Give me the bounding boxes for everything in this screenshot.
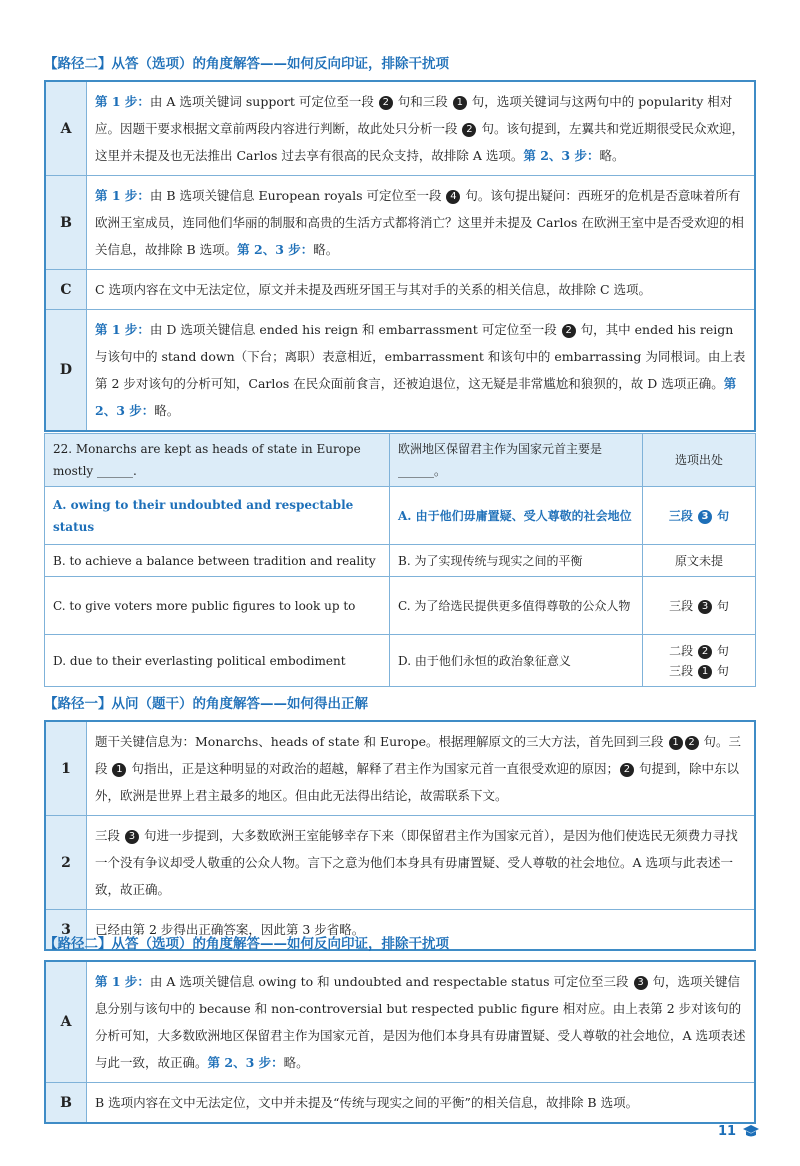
sentence-number-badge: 1 <box>669 736 683 750</box>
row-label: 1 <box>46 722 87 815</box>
row-label: A <box>46 82 87 175</box>
row-content <box>87 270 754 309</box>
step-label: 第 2、3 步： <box>207 1055 284 1070</box>
option-c-en: C. to give voters more public figures to look up to <box>45 577 390 635</box>
text-run: 题干关键信息为：Monarchs、heads of state 和 Europe。根据理解原文的三大方法，首先回到三段 <box>95 734 668 749</box>
section-heading-path2 <box>44 52 449 72</box>
text-run: 句。三段 <box>95 734 741 776</box>
sentence-number-badge: 2 <box>462 123 476 137</box>
heading-tag: 【路径二】 <box>44 56 112 72</box>
table-row <box>45 487 756 545</box>
text-run: C 选项内容在文中无法定位，原文并未提及西班牙国王与其对手的关系的相关信息，故排除 C 选项。 <box>95 282 652 297</box>
row-label: 2 <box>46 816 87 909</box>
row-content <box>87 82 754 175</box>
text-run: 由 A 选项关键词 support 可定位至一段 <box>149 94 378 109</box>
text-run: 句，选项关键信息分别与该句中的 because 和 non-controversial but respected public figure 相对应。由上表第 2 步对该句的分析可知，大多数欧洲地区保留君主作为国家元首，是因为他们本身具有毋庸置疑、受人尊敬的社会地位，A 选项表述与此一致，故正确。 <box>95 974 746 1070</box>
row-content <box>87 1083 754 1122</box>
step-label: 第 2、3 步： <box>523 148 600 163</box>
text-run: 略。 <box>154 403 180 418</box>
row-content <box>87 176 754 269</box>
table-row <box>45 635 756 687</box>
sentence-number-badge: 1 <box>453 96 467 110</box>
analysis-row-b <box>46 1083 754 1122</box>
step-analysis-box <box>44 720 756 951</box>
row-content <box>87 310 754 430</box>
source-header: 选项出处 <box>643 434 756 487</box>
option-b-en: B. to achieve a balance between tradition and reality <box>45 545 390 577</box>
step-label: 第 1 步： <box>95 188 150 203</box>
option-b-cn: B. 为了实现传统与现实之间的平衡 <box>390 545 643 577</box>
text-run: 由 A 选项关键信息 owing to 和 undoubted and respectable status 可定位至三段 <box>149 974 633 989</box>
heading-tag: 【路径二】 <box>44 936 112 952</box>
analysis-row-a <box>46 962 754 1083</box>
heading-text: 从问（题干）的角度解答——如何得出正解 <box>111 696 368 712</box>
analysis-row-d <box>46 310 754 430</box>
option-a-source: 三段 3 句 <box>643 487 756 545</box>
option-a-en: A. owing to their undoubted and respectable status <box>45 487 390 545</box>
analysis-row-b <box>46 176 754 270</box>
sentence-number-badge: 2 <box>685 736 699 750</box>
text-run: 已经由第 2 步得出正确答案，因此第 3 步省略。 <box>95 922 365 937</box>
option-d-en: D. due to their everlasting political embodiment <box>45 635 390 687</box>
option-d-source: 二段 2 句 三段 1 句 <box>643 635 756 687</box>
option-analysis-box-2 <box>44 960 756 1124</box>
heading-tag: 【路径一】 <box>44 696 112 712</box>
text-run: 句指出，正是这种明显的对政治的超越，解释了君主作为国家元首一直很受欢迎的原因； <box>127 761 619 776</box>
text-run: B 选项内容在文中无法定位，文中并未提及“传统与现实之间的平衡”的相关信息，故排除 B 选项。 <box>95 1095 639 1110</box>
text-run: 句。该句提到，左翼共和党近期很受民众欢迎，这里并未提及也无法推出 Carlos 过去享有很高的民众支持，故排除 A 选项。 <box>95 121 744 163</box>
row-content <box>87 962 754 1082</box>
option-b-source: 原文未提 <box>643 545 756 577</box>
step-label: 第 1 步： <box>95 94 150 109</box>
page-number: 11 <box>718 1124 737 1139</box>
sentence-number-badge: 3 <box>634 976 648 990</box>
row-label: A <box>46 962 87 1082</box>
text-run: 由 B 选项关键信息 European royals 可定位至一段 <box>149 188 446 203</box>
question-en: 22. Monarchs are kept as heads of state in Europe mostly ______. <box>45 434 390 487</box>
text-run: 句，选项关键词与这两句中的 popularity 相对应。因题干要求根据文章前两段内容进行判断，故此处只分析一段 <box>95 94 733 136</box>
table-row <box>45 577 756 635</box>
row-label: 3 <box>46 910 87 949</box>
text-run: 句进一步提到，大多数欧洲王室能够幸存下来（即保留君主作为国家元首），是因为他们使选民无须费力寻找一个没有争议却受人敬重的公众人物。言下之意为他们本身具有毋庸置疑、受人尊敬的社会地位。A 选项与此表述一致，故正确。 <box>95 828 738 897</box>
graduation-cap-icon <box>742 1124 760 1138</box>
analysis-row-c <box>46 270 754 310</box>
text-run: 句提到，除中东以外，欧洲是世界上君主最多的地区。但由此无法得出结论，故需联系下文。 <box>95 761 739 803</box>
text-run: 由 D 选项关键信息 ended his reign 和 embarrassment 可定位至一段 <box>149 322 561 337</box>
sentence-number-badge: 4 <box>446 190 460 204</box>
table-row <box>45 545 756 577</box>
step-label: 第 2、3 步： <box>237 242 314 257</box>
row-content <box>87 816 754 909</box>
question-cn: 欧洲地区保留君主作为国家元首主要是______。 <box>390 434 643 487</box>
option-c-source: 三段 3 句 <box>643 577 756 635</box>
sentence-number-badges <box>668 734 700 749</box>
sentence-number-badge: 2 <box>562 324 576 338</box>
option-c-cn: C. 为了给选民提供更多值得尊敬的公众人物 <box>390 577 643 635</box>
analysis-row-1 <box>46 722 754 816</box>
step-label: 第 2、3 步： <box>95 376 737 418</box>
option-analysis-box-1 <box>44 80 756 432</box>
table-header-row <box>45 434 756 487</box>
analysis-row-2 <box>46 816 754 910</box>
section-heading-path1 <box>44 692 368 712</box>
sentence-number-badge: 3 <box>125 830 139 844</box>
text-run: 句。该句提出疑问：西班牙的危机是否意味着所有欧洲王室成员，连同他们华丽的制服和高贵的生活方式都将消亡？这里并未提及 Carlos 在欧洲王室中是否受欢迎的相关信息，故排除 B 选项。 <box>95 188 744 257</box>
row-label: D <box>46 310 87 430</box>
option-d-cn: D. 由于他们永恒的政治象征意义 <box>390 635 643 687</box>
analysis-row-a <box>46 82 754 176</box>
text-run: 句和三段 <box>393 94 452 109</box>
option-a-cn: A. 由于他们毋庸置疑、受人尊敬的社会地位 <box>390 487 643 545</box>
step-label: 第 1 步： <box>95 974 150 989</box>
heading-text: 从答（选项）的角度解答——如何反向印证，排除干扰项 <box>111 56 449 72</box>
row-content <box>87 722 754 815</box>
row-label: B <box>46 1083 87 1122</box>
text-run: 句，其中 ended his reign 与该句中的 stand down（下台；离职）表意相近，embarrassment 和该句中的 embarrassing 为同根词。由上表第 2 步对该句的分析可知，Carlos 在民众面前食言，还被迫退位，这无疑是非常尴尬和狼狈的，故 D 选项正确。 <box>95 322 746 391</box>
step-label: 第 1 步： <box>95 322 150 337</box>
section-heading-path2-b <box>44 932 449 952</box>
sentence-number-badge: 2 <box>620 763 634 777</box>
row-label: B <box>46 176 87 269</box>
row-label: C <box>46 270 87 309</box>
text-run: 三段 <box>95 828 124 843</box>
text-run: 略。 <box>599 148 625 163</box>
sentence-number-badge: 2 <box>379 96 393 110</box>
text-run: 略。 <box>313 242 339 257</box>
text-run: 略。 <box>283 1055 309 1070</box>
question-options-table <box>44 433 756 687</box>
heading-text: 从答（选项）的角度解答——如何反向印证，排除干扰项 <box>111 936 449 952</box>
sentence-number-badge: 1 <box>112 763 126 777</box>
